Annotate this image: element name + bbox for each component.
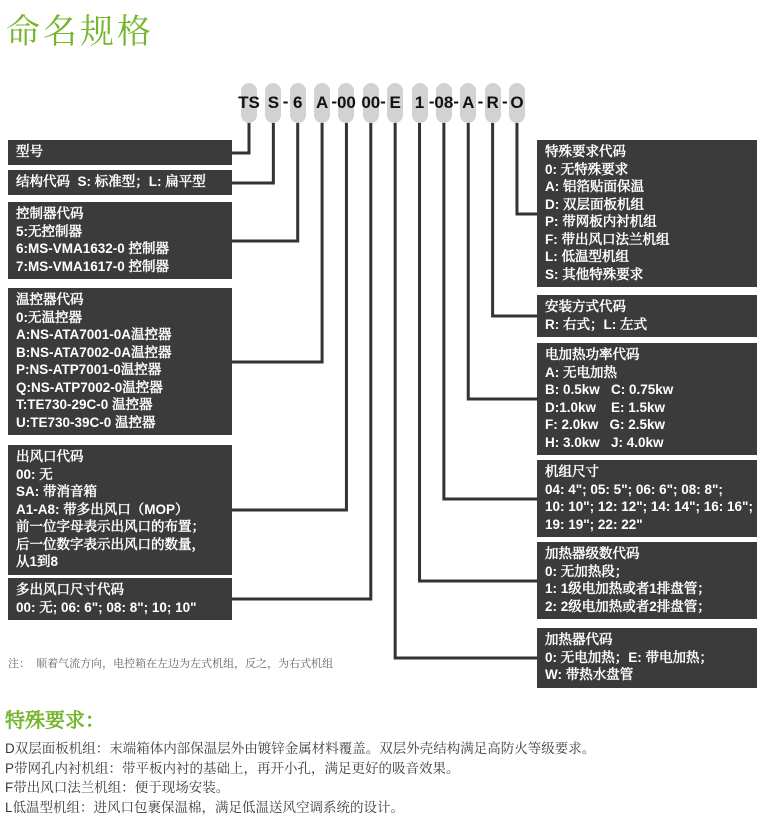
legend-box-line: 2: 2级电加热或者2排盘管； [545,598,749,616]
legend-box-line: W: 带热水盘管 [545,666,749,684]
code-segment-label: 6 [293,93,302,113]
code-dash: - [453,92,459,112]
code-segment-label: A [462,93,474,113]
legend-box-line: 出风口代码 [16,448,224,466]
legend-box-heater-power [537,343,757,455]
legend-box-line: 后一位数字表示出风口的数量， [16,536,224,554]
legend-box-line: 结构代码 S: 标准型；L: 扁平型 [16,173,224,191]
legend-box-thermostat [8,288,232,435]
code-segment-label: 00 [337,93,356,113]
connector-special-req [517,121,537,214]
legend-box-line: A1-A8: 带多出风口（MOP） [16,501,224,519]
legend-box-line: 多出风口尺寸代码 [16,581,224,599]
code-dash: - [429,92,435,112]
legend-box-line: 安装方式代码 [545,298,749,316]
code-segment-label: O [510,93,523,113]
connector-heater-code [395,121,537,658]
legend-box-line: B: 0.5kw C: 0.75kw [545,381,749,399]
code-dash: - [331,92,337,112]
special-requirement-item: L低温型机组：进风口包裹保温棉，满足低温送风空调系统的设计。 [5,798,765,817]
connector-controller [232,121,298,241]
connector-model [232,121,249,153]
legend-box-line: 7:MS-VMA1617-0 控制器 [16,258,224,276]
legend-box-line: B:NS-ATA7002-0A温控器 [16,344,224,362]
code-segment-label: A [316,93,328,113]
connector-structure [232,121,273,183]
legend-box-special-req [537,140,757,287]
legend-box-line: R: 右式；L: 左式 [545,316,749,334]
code-segment-label: S [268,93,279,113]
legend-box-line: 特殊要求代码 [545,143,749,161]
legend-box-line: F: 带出风口法兰机组 [545,231,749,249]
code-segment-label: TS [238,93,260,113]
legend-box-line: U:TE730-39C-0 温控器 [16,414,224,432]
code-segment-label: E [389,93,400,113]
legend-box-line: 0: 无电加热；E: 带电加热； [545,649,749,667]
legend-box-install [537,295,757,337]
legend-box-line: S: 其他特殊要求 [545,266,749,284]
legend-box-line: 5:无控制器 [16,223,224,241]
legend-box-line: 加热器级数代码 [545,545,749,563]
code-dash: - [478,92,484,112]
legend-box-line: P: 带网板内衬机组 [545,213,749,231]
special-requirement-item: D双层面板机组：末端箱体内部保温层外由镀锌金属材料覆盖。双层外壳结构满足高防火等级要求。 [5,739,765,759]
legend-box-line: 0: 无加热段； [545,563,749,581]
legend-box-line: 00: 无; 06: 6"; 08: 8"; 10; 10" [16,599,224,617]
legend-box-outlet-size [8,578,232,620]
legend-box-line: 0: 无特殊要求 [545,161,749,179]
legend-box-line: 0:无温控器 [16,309,224,327]
legend-box-line: 04: 4"; 05: 5"; 06: 6"; 08: 8"; [545,481,749,499]
note-text: 注： 顺着气流方向，电控箱在左边为左式机组，反之，为右式机组 [8,655,333,671]
legend-box-line: 00: 无 [16,466,224,484]
legend-box-line: T:TE730-29C-0 温控器 [16,396,224,414]
legend-box-line: A: 无电加热 [545,364,749,382]
legend-box-line: D:1.0kw E: 1.5kw [545,399,749,417]
code-segment-label: 00 [361,93,380,113]
legend-box-line: 10: 10"; 12: 12"; 14: 14"; 16: 16"; [545,498,749,516]
legend-box-line: F: 2.0kw G: 2.5kw [545,416,749,434]
connector-install [493,121,537,316]
legend-box-line: 机组尺寸 [545,463,749,481]
legend-box-line: D: 双层面板机组 [545,196,749,214]
code-dash: - [502,92,508,112]
connector-outlet [232,121,346,510]
connector-unit-size [444,121,537,499]
legend-box-line: P:NS-ATP7001-0温控器 [16,361,224,379]
legend-box-line: A:NS-ATA7001-0A温控器 [16,326,224,344]
legend-box-line: 温控器代码 [16,291,224,309]
legend-box-unit-size [537,460,757,537]
legend-box-line: 加热器代码 [545,631,749,649]
connector-heater-power [468,121,537,399]
legend-box-line: H: 3.0kw J: 4.0kw [545,434,749,452]
legend-box-line: 6:MS-VMA1632-0 控制器 [16,240,224,258]
legend-box-structure [8,170,232,195]
connector-outlet-size [232,121,371,599]
special-requirement-item: F带出风口法兰机组：便于现场安装。 [5,778,765,798]
connector-heater-stage [420,121,537,581]
legend-box-controller [8,202,232,279]
special-requirements-section [5,704,765,817]
legend-box-line: 前一位字母表示出风口的布置； [16,518,224,536]
code-segment-label: 1 [415,93,424,113]
legend-box-line: 控制器代码 [16,205,224,223]
legend-box-line: A: 铝箔贴面保温 [545,178,749,196]
legend-box-line: 从1到8 [16,553,224,571]
page-title: 命名规格 [6,4,154,53]
legend-box-line: SA: 带消音箱 [16,483,224,501]
code-segment-label: R [486,93,498,113]
legend-box-outlet [8,445,232,575]
legend-box-heater-code [537,628,757,688]
legend-box-line: L: 低温型机组 [545,248,749,266]
code-dash: - [380,92,386,112]
code-dash: - [283,92,289,112]
legend-box-heater-stage [537,542,757,619]
code-segment-label: 08 [434,93,453,113]
legend-box-model [8,140,232,165]
legend-box-line: 19: 19"; 22: 22" [545,516,749,534]
legend-box-line: 型号 [16,143,224,161]
legend-box-line: 1: 1级电加热或者1排盘管； [545,580,749,598]
special-requirements-heading: 特殊要求： [5,704,765,733]
special-requirement-item: P带网孔内衬机组：带平板内衬的基础上，再开小孔，满足更好的吸音效果。 [5,759,765,779]
legend-box-line: Q:NS-ATP7002-0温控器 [16,379,224,397]
legend-box-line: 电加热功率代码 [545,346,749,364]
connector-thermostat [232,121,322,362]
